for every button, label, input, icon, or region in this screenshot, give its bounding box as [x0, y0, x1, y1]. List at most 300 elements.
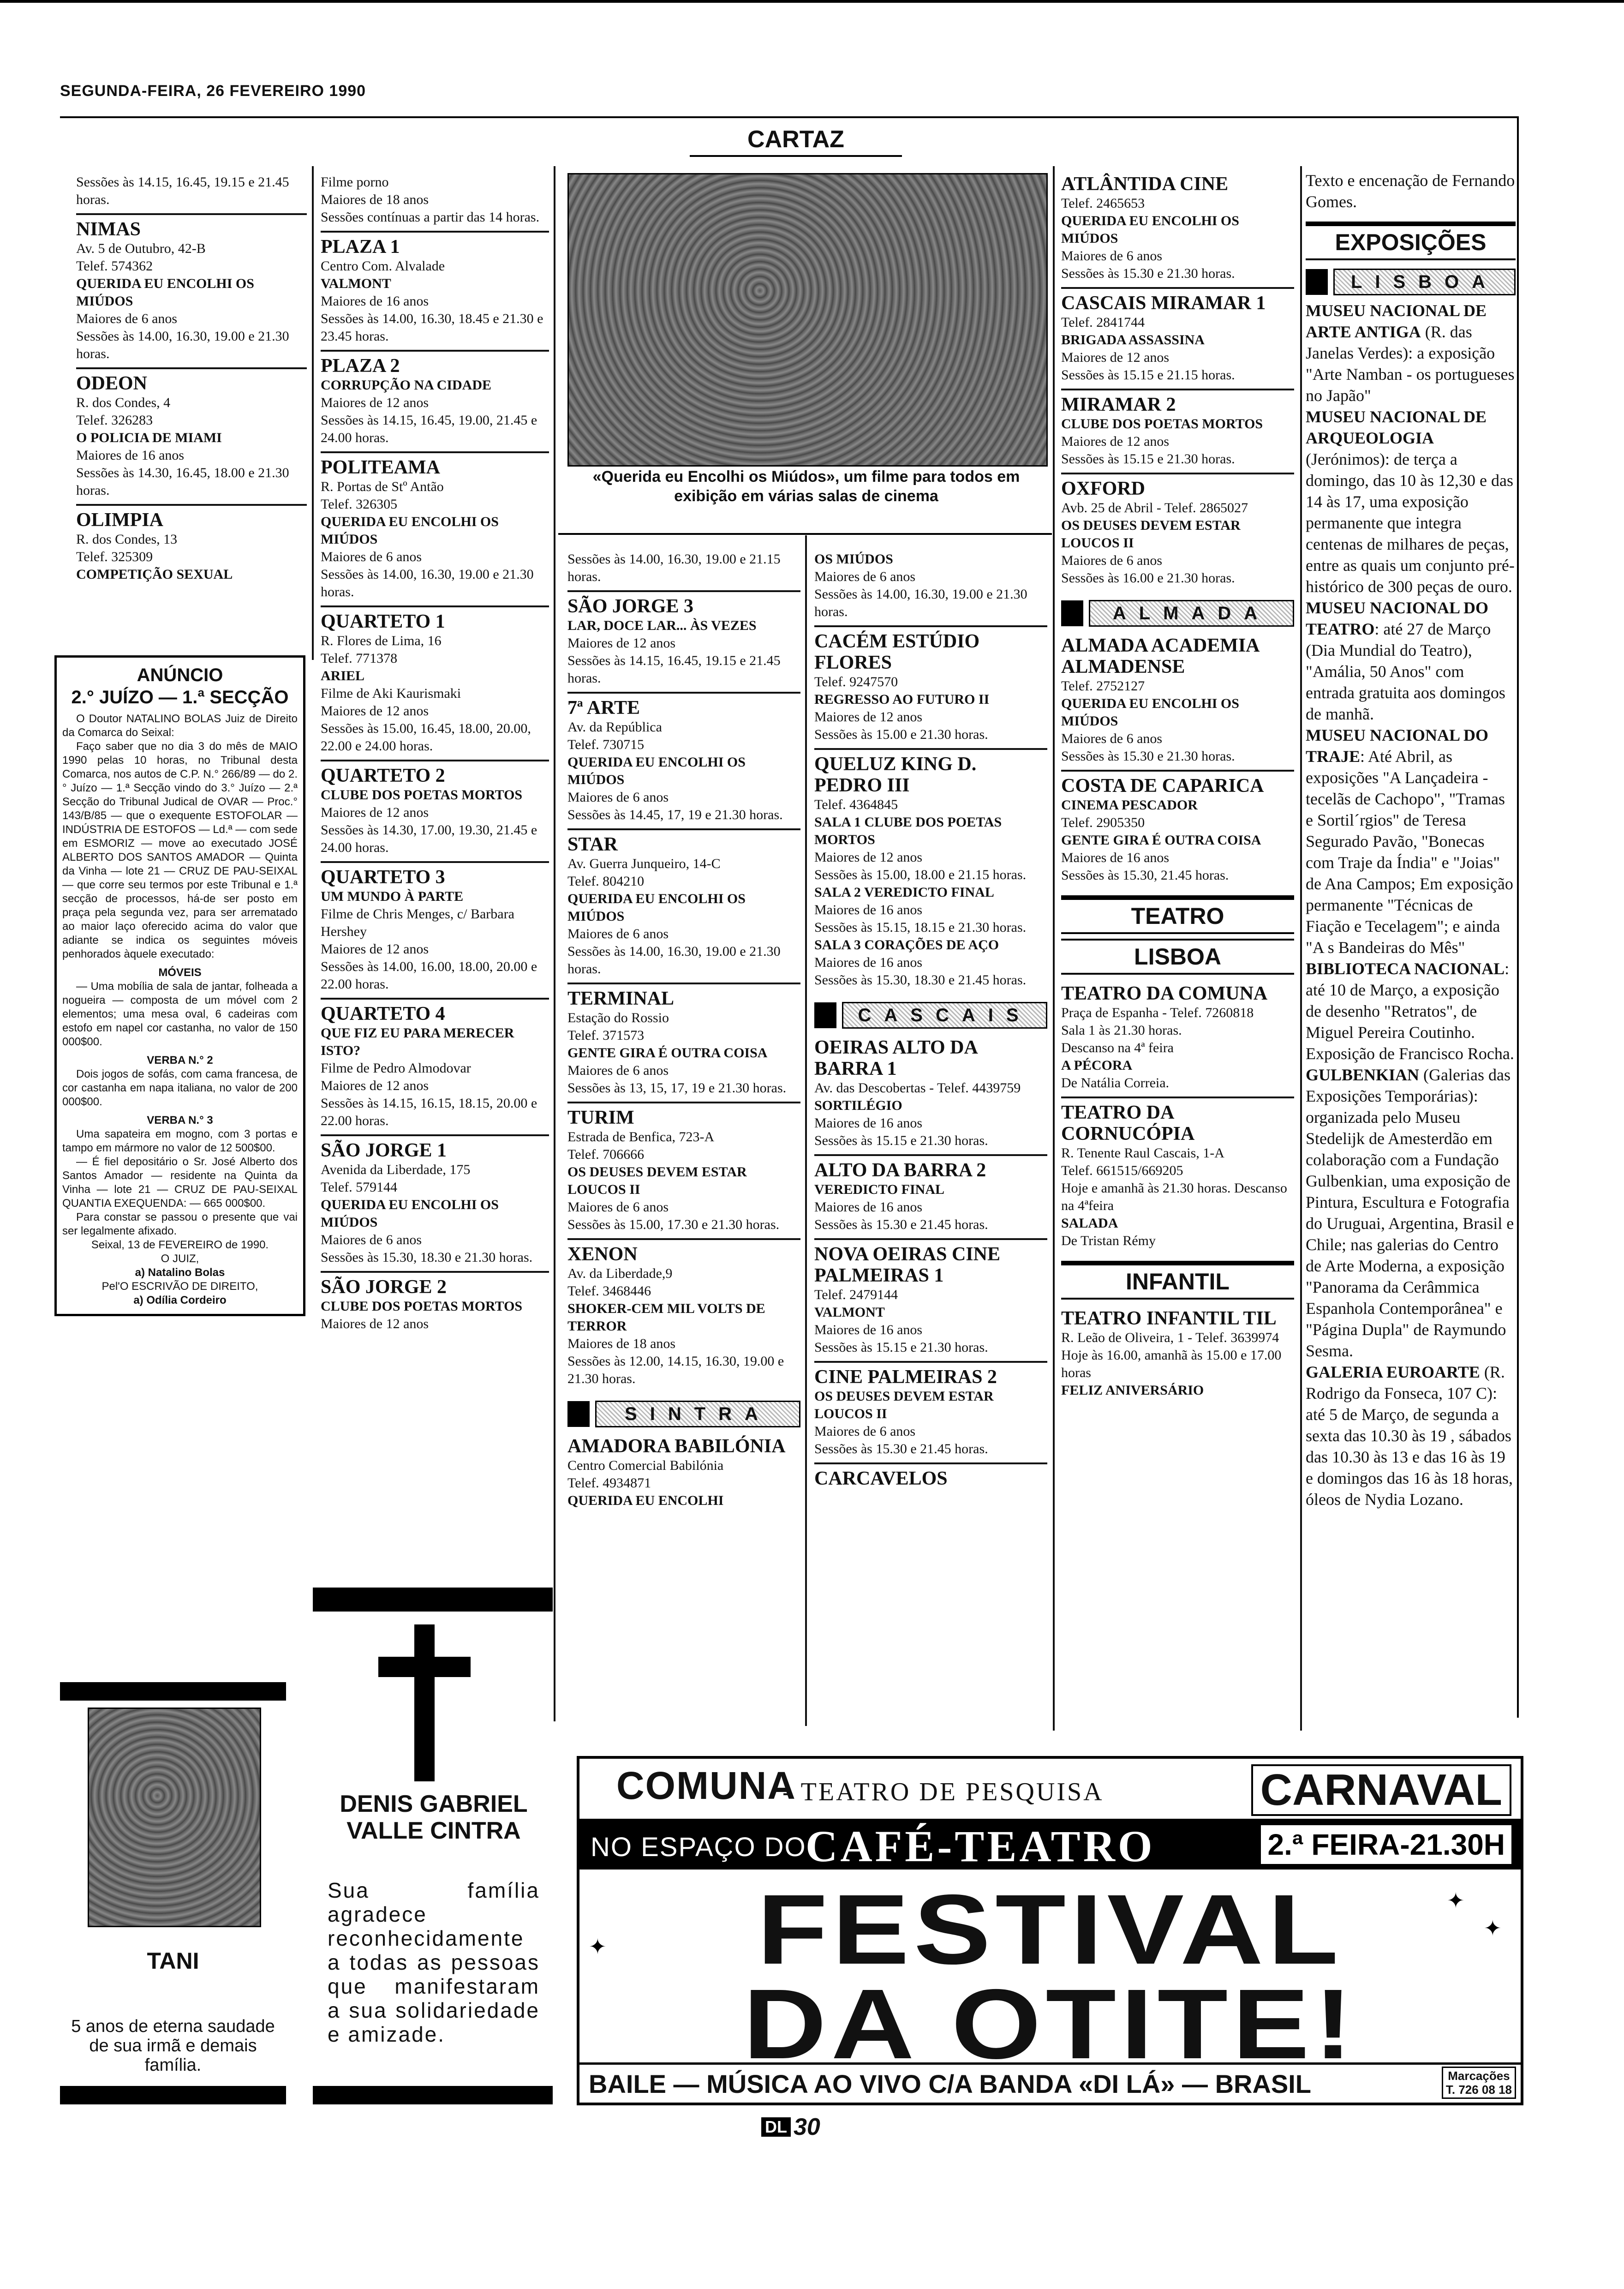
screening-info: Maiores de 6 anos [567, 1063, 669, 1078]
film-title: OS DEUSES DEVEM ESTAR LOUCOS II [1061, 518, 1241, 551]
screening-info: De Natália Correia. [1061, 1075, 1170, 1091]
venue-detail: Sessões às 14.00, 16.30, 19.00 e 21.15 horas. [567, 551, 781, 584]
notice-constar: Para constar se passou o presente que vai ser legalmente afixado. [62, 1211, 298, 1237]
screening-info: Sessões às 14.30, 17.00, 19.30, 21.45 e 24.00 horas. [321, 822, 537, 855]
venue-detail: Maiores de 18 anos [321, 192, 429, 207]
listing-entry [1061, 1098, 1294, 1254]
listing-entry [76, 170, 307, 215]
exhibition-venue: BIBLIOTECA NACIONAL [1306, 959, 1505, 978]
cinema-column-5 [1061, 170, 1294, 1404]
notice-verba3-head: VERBA N.° 3 [147, 1114, 213, 1127]
ad-cafe-teatro: CAFÉ-TEATRO [806, 1822, 1155, 1871]
listing-entry [1061, 474, 1294, 592]
exhibition-details: : Até Abril, as exposições "A Lançadeira - tecelãs de Cachopo", "Tramas e Sortil´rgios" de Teresa Segurado Pavão, "Bonecas com Traje da Índia" e "Joias" de Ana Campos; Em exposição permanente "Técnicas de Fiação e Tecelagem"; e ainda "A s Bandeiras do Mês" [1306, 747, 1513, 957]
listing-entry [321, 352, 549, 453]
screening-info: Sessões às 14.30, 16.45, 18.00 e 21.30 horas. [76, 465, 289, 498]
screening-info: Maiores de 12 anos [321, 1078, 429, 1093]
venue-name: STAR [567, 834, 618, 855]
screening-info: Sessões às 14.00, 16.30, 19.00 e 21.30 horas. [76, 329, 289, 361]
venue-name: TERMINAL [567, 988, 675, 1009]
screening-info: Sessões às 14.15, 16.45, 19.00, 21.45 e 24.00 horas. [321, 413, 537, 445]
film-title: CORRUPÇÃO NA CIDADE [321, 378, 492, 393]
listing-entry [321, 607, 549, 761]
obituary-name: DENIS GABRIEL VALLE CINTRA [340, 1791, 528, 1844]
screening-info: Maiores de 12 anos [321, 1316, 429, 1331]
column-rule [1300, 166, 1302, 1731]
screening-info: Maiores de 12 anos [321, 395, 429, 410]
venue-name: QUARTETO 4 [321, 1003, 445, 1025]
ad-black-bar [579, 1819, 1521, 1870]
venue-detail: Telef. 706666 [567, 1147, 645, 1162]
venue-name: OEIRAS ALTO DA BARRA 1 [814, 1037, 977, 1079]
ad-festival: FESTIVAL [757, 1874, 1343, 1985]
film-title: COMPETIÇÃO SEXUAL [76, 567, 233, 582]
screening-info: Sessões às 16.00 e 21.30 horas. [1061, 570, 1235, 586]
column-rule [805, 535, 807, 1726]
section-title-rule [690, 155, 902, 157]
screening-info: Sessões às 15.15 e 21.30 horas. [1061, 451, 1235, 467]
venue-name: AMADORA BABILÓNIA [567, 1436, 786, 1457]
listing-entry [567, 694, 800, 830]
page-footer [761, 2114, 863, 2140]
venue-detail: Telef. 371573 [567, 1028, 645, 1043]
screening-info: Sessões às 15.00, 16.45, 18.00, 20.00, 22.00 e 24.00 horas. [321, 721, 531, 754]
exhibition-venue: MUSEU NACIONAL DE ARQUEOLOGIA [1306, 407, 1487, 447]
venue-name: NOVA OEIRAS CINE PALMEIRAS 1 [814, 1244, 1000, 1286]
screening-info: Sessões às 12.00, 14.15, 16.30, 19.00 e 21.30 horas. [567, 1354, 784, 1386]
exhibition-details: (R. Rodrigo da Fonseca, 107 C): até 5 de Março, de segunda a sexta das 10.30 às 19 , sábados das 10.30 às 13 e das 16 às 19 e domingos das 16 às 18 horas, óleos de Nydia Lozano. [1306, 1363, 1513, 1509]
screening-info: Sessões às 15.30 e 21.45 horas. [814, 1217, 988, 1232]
venue-name: MIRAMAR 2 [1061, 394, 1176, 415]
exhibition-entry [1306, 958, 1516, 1064]
film-title: SALA 2 VEREDICTO FINAL [814, 885, 994, 900]
film-title: GENTE GIRA É OUTRA COISA [567, 1045, 768, 1061]
memorial-bottom-bar [60, 2086, 286, 2104]
screening-info: Maiores de 6 anos [1061, 553, 1163, 568]
venue-detail: Telef. 771378 [321, 651, 398, 666]
film-title: QUERIDA EU ENCOLHI OS MIÚDOS [567, 891, 746, 924]
screening-info: Maiores de 6 anos [76, 311, 178, 326]
film-title: CLUBE DOS POETAS MORTOS [1061, 416, 1263, 431]
film-title: VALMONT [321, 276, 391, 291]
listing-entry [321, 453, 549, 607]
venue-name: QUARTETO 2 [321, 765, 445, 786]
venue-detail: Av. da Liberdade,9 [567, 1266, 673, 1281]
film-title: O POLICIA DE MIAMI [76, 430, 222, 445]
listing-entry [321, 761, 549, 863]
screening-info: Maiores de 16 anos [321, 294, 429, 309]
cinema-column-1 [76, 170, 307, 588]
notice-title: ANÚNCIO [137, 665, 223, 685]
exhibitions-column [1306, 170, 1516, 1510]
frame-right-rule [1517, 116, 1519, 1718]
screening-info: Sessões às 14.15, 16.45, 19.15 e 21.45 horas. [567, 653, 781, 686]
screening-info: Sessões às 15.00 e 21.30 horas. [814, 727, 988, 742]
ad-no-espaco: NO ESPAÇO DO [591, 1832, 806, 1862]
venue-name: POLITEAMA [321, 457, 441, 478]
listing-entry [1061, 1304, 1294, 1404]
screening-info: Sessões às 15.30 e 21.45 horas. [814, 1441, 988, 1456]
notice-verba3: Uma sapateira em mogno, com 3 portas e tampo em mármore no valor de 12 500$00. [62, 1128, 298, 1154]
venue-name: SÃO JORGE 2 [321, 1276, 447, 1298]
venue-detail: Telef. 9247570 [814, 674, 898, 689]
listing-entry [321, 170, 549, 233]
film-title: FELIZ ANIVERSÁRIO [1061, 1383, 1204, 1398]
listing-entry [1061, 979, 1294, 1098]
venue-detail: Sessões contínuas a partir das 14 horas. [321, 210, 540, 225]
listing-entry [321, 863, 549, 1000]
column-rule [312, 166, 314, 660]
listing-entry [1061, 631, 1294, 772]
listing-entry [567, 1240, 800, 1392]
screening-info: Maiores de 6 anos [1061, 248, 1163, 264]
exhibition-entry [1306, 1361, 1516, 1510]
exhibition-entry [1306, 597, 1516, 725]
film-title: CINEMA PESCADOR [1061, 797, 1198, 813]
screening-info: Filme de Chris Menges, c/ Barbara Hershey [321, 906, 514, 939]
venue-detail: R. dos Condes, 4 [76, 395, 171, 410]
film-title: GENTE GIRA É OUTRA COISA [1061, 833, 1261, 848]
screening-info: Sessões às 14.00, 16.30, 19.00 e 21.30 horas. [321, 567, 534, 599]
ad-feira: 2.ª FEIRA-21.30H [1261, 1825, 1511, 1864]
screening-info: Sessões às 15.00, 18.00 e 21.15 horas. [814, 867, 1027, 882]
venue-detail: R. Leão de Oliveira, 1 - Telef. 3639974 [1061, 1330, 1279, 1345]
exhibition-venue: MUSEU NACIONAL DE ARTE ANTIGA [1306, 301, 1487, 341]
venue-name: OXFORD [1061, 478, 1145, 499]
screening-info: Maiores de 12 anos [814, 850, 923, 865]
venue-detail: Sessões às 14.15, 16.45, 19.15 e 21.45 horas. [76, 174, 289, 207]
screening-info: Sessões às 14.15, 16.15, 18.15, 20.00 e 22.00 horas. [321, 1096, 537, 1128]
venue-name: QUARTETO 3 [321, 867, 445, 888]
venue-detail: Descanso na 4ª feira [1061, 1040, 1174, 1055]
exhibition-entry [1306, 1064, 1516, 1361]
film-title: SHOKER-CEM MIL VOLTS DE TERROR [567, 1301, 765, 1334]
venue-name: CACÉM ESTÚDIO FLORES [814, 631, 980, 673]
screening-info: Maiores de 6 anos [814, 1424, 916, 1439]
page-number: 30 [794, 2114, 820, 2140]
listing-entry [1061, 772, 1294, 889]
venue-detail: Telef. 730715 [567, 737, 645, 752]
film-title: CLUBE DOS POETAS MORTOS [321, 787, 523, 803]
listing-entry [76, 506, 307, 588]
infantil-heading: INFANTIL [1061, 1261, 1294, 1300]
screening-info: Maiores de 12 anos [321, 941, 429, 957]
film-title: QUERIDA EU ENCOLHI OS MIÚDOS [1061, 213, 1239, 246]
listing-entry [567, 830, 800, 984]
listing-entry [76, 215, 307, 369]
column-rule [1053, 166, 1055, 1731]
listing-entry [567, 547, 800, 592]
film-title: QUERIDA EU ENCOLHI OS MIÚDOS [76, 276, 254, 309]
screening-info: Sessões às 14.00, 16.30, 18.45 e 21.30 e 23.45 horas. [321, 311, 543, 344]
exhibition-entry [1306, 406, 1516, 597]
ad-baile: BAILE — MÚSICA AO VIVO C/A BANDA «DI LÁ» — BRASIL [589, 2069, 1312, 2098]
screening-info: Maiores de 6 anos [814, 569, 916, 584]
screening-info: Sessões às 15.15 e 21.30 horas. [814, 1133, 988, 1148]
listing-entry [814, 1033, 1047, 1156]
region-cascais: CASCAIS [814, 1002, 1047, 1029]
film-photo [567, 173, 1048, 467]
court-notice [54, 655, 305, 1316]
exhibition-venue: MUSEU NACIONAL DO TEATRO [1306, 599, 1489, 638]
region-sintra: SINTRA [567, 1401, 800, 1427]
screening-info: Sessões às 15.30, 18.30 e 21.45 horas. [814, 972, 1027, 988]
film-title: QUERIDA EU ENCOLHI OS MIÚDOS [567, 755, 746, 787]
venue-name: QUELUZ KING D. PEDRO III [814, 754, 977, 796]
exhibition-venue: GALERIA EUROARTE [1306, 1363, 1480, 1381]
section-title: CARTAZ [747, 126, 844, 153]
exhibition-details: (Galerias das Exposições Temporárias): organizada pelo Museu Stedelijk de Amesterdão em colaboração com a Fundação Gulbenkian, uma exposição de Pintura, Escultura e Fotografia do Uruguai, Argentina, Brasil e Chile; nas galerias do Centro de Arte Moderna, a exposição "Panorama da Cerâmmica Espanhola Contemporânea" e "Página Dupla" de Raymundo Sesma. [1306, 1066, 1514, 1360]
obituary-top-bar [313, 1588, 553, 1612]
top-rule [0, 0, 1624, 3]
screening-info: Sessões às 14.00, 16.30, 19.00 e 21.30 horas. [814, 587, 1027, 619]
venue-detail: Telef. 804210 [567, 874, 645, 889]
film-title: SALA 3 CORAÇÕES DE AÇO [814, 937, 999, 953]
notice-place: Seixal, 13 de FEVEREIRO de 1990. [91, 1239, 269, 1251]
venue-name: ALTO DA BARRA 2 [814, 1160, 986, 1181]
screening-info: Maiores de 18 anos [567, 1336, 676, 1351]
notice-subtitle: 2.° JUÍZO — 1.ª SECÇÃO [71, 687, 289, 707]
venue-detail: Telef. 2841744 [1061, 315, 1145, 330]
film-title: OS MIÚDOS [814, 551, 893, 567]
venue-detail: Av. da República [567, 719, 662, 735]
cinema-column-3 [567, 547, 800, 1514]
venue-name: CASCAIS MIRAMAR 1 [1061, 293, 1266, 314]
venue-detail: Telef. 2479144 [814, 1287, 898, 1302]
screening-info: Maiores de 12 anos [321, 805, 429, 820]
photo-rule [558, 533, 1052, 535]
screening-info: Sessões às 15.15, 18.15 e 21.30 horas. [814, 920, 1027, 935]
screening-info: Sessões às 14.45, 17, 19 e 21.30 horas. [567, 807, 783, 822]
screening-info: Maiores de 16 anos [814, 1322, 923, 1337]
screening-info: Maiores de 12 anos [1061, 434, 1170, 449]
venue-detail: R. Tenente Raul Cascais, 1-A [1061, 1145, 1224, 1161]
venue-detail: Av. Guerra Junqueiro, 14-C [567, 856, 721, 871]
film-title: QUERIDA EU ENCOLHI OS MIÚDOS [1061, 696, 1239, 729]
notice-intro: O Doutor NATALINO BOLAS Juiz de Direito da Comarca do Seixal: [62, 713, 298, 739]
notice-moveis-head: MÓVEIS [158, 966, 202, 979]
film-title: ARIEL [321, 668, 365, 683]
venue-name: OLIMPIA [76, 509, 163, 531]
film-title: VALMONT [814, 1305, 885, 1320]
screening-info: Filme de Pedro Almodovar [321, 1061, 471, 1076]
listing-entry [321, 233, 549, 352]
screening-info: Maiores de 6 anos [1061, 731, 1163, 746]
film-title: LAR, DOCE LAR... ÀS VEZES [567, 618, 757, 633]
screening-info: Sessões às 15.15 e 21.15 horas. [1061, 367, 1235, 383]
listing-entry [1061, 289, 1294, 390]
venue-name: CINE PALMEIRAS 2 [814, 1366, 997, 1388]
exhibition-details: : até 10 de Março, a exposição de desenho "Retratos", de Miguel Pereira Coutinho. Exposição de Francisco Rocha. [1306, 959, 1514, 1063]
frame-top-rule [60, 116, 1518, 118]
screening-info: De Tristan Rémy [1061, 1233, 1156, 1248]
film-title: SORTILÉGIO [814, 1098, 902, 1113]
cinema-column-4 [814, 547, 1047, 1494]
screening-info: Maiores de 16 anos [76, 448, 185, 463]
screening-info: Sessões às 15.30, 18.30 e 21.30 horas. [321, 1250, 533, 1265]
venue-name: ODEON [76, 373, 148, 394]
venue-name: COSTA DE CAPARICA [1061, 775, 1264, 797]
exhibition-venue: MUSEU NACIONAL DO TRAJE [1306, 726, 1489, 766]
venue-name: CARCAVELOS [814, 1468, 948, 1489]
screening-info: Sessões às 13, 15, 17, 19 e 21.30 horas. [567, 1080, 787, 1096]
venue-name: ALMADA ACADEMIA ALMADENSE [1061, 635, 1259, 677]
listing-entry [567, 984, 800, 1103]
screening-info: Sessões às 15.30 e 21.30 horas. [1061, 749, 1235, 764]
venue-name: 7ª ARTE [567, 697, 640, 719]
screening-info: Sessões às 15.15 e 21.30 horas. [814, 1340, 988, 1355]
venue-detail: Telef. 4364845 [814, 797, 898, 812]
venue-name: TEATRO DA COMUNA [1061, 983, 1268, 1004]
venue-name: TEATRO INFANTIL TIL [1061, 1308, 1277, 1329]
screening-info: Maiores de 16 anos [1061, 850, 1170, 865]
venue-detail: Avenida da Liberdade, 175 [321, 1162, 471, 1177]
screening-info: Maiores de 12 anos [814, 709, 923, 725]
venue-detail: R. Portas de Stº Antão [321, 479, 444, 494]
ad-teatro-pesquisa: - TEATRO DE PESQUISA [782, 1778, 1104, 1806]
venue-detail: Centro Comercial Babilónia [567, 1458, 724, 1473]
star-icon: ✦ [589, 1935, 607, 1959]
obituary-bottom-bar [313, 2086, 553, 2104]
venue-name: PLAZA 1 [321, 236, 400, 258]
photo-caption: «Querida eu Encolhi os Miúdos», um filme para todos em exibição em várias salas de cinema [592, 468, 1020, 505]
col6-intro: Texto e encenação de Fernando Gomes. [1306, 171, 1515, 211]
venue-name: NIMAS [76, 219, 141, 240]
listing-entry [814, 547, 1047, 627]
ad-marcacoes [1442, 2067, 1516, 2099]
film-title: VEREDICTO FINAL [814, 1182, 944, 1197]
screening-info: Filme de Aki Kaurismaki [321, 686, 461, 701]
screening-info: Maiores de 6 anos [567, 1199, 669, 1215]
venue-detail: R. dos Condes, 13 [76, 532, 178, 547]
region-almada: ALMADA [1061, 600, 1294, 627]
notice-signature-2: a) Odília Cordeiro [133, 1294, 227, 1306]
venue-detail: Praça de Espanha - Telef. 7260818 [1061, 1005, 1254, 1020]
notice-escrivao: Pel'O ESCRIVÃO DE DIREITO, [102, 1280, 258, 1293]
notice-fiel: — É fiel depositário o Sr. José Alberto dos Santos Amador — residente na Quinta da Vinha — lote 21 — CRUZ DE PAU-SEIXAL QUANTIA EXEQUENDA: — 665 000$00. [62, 1156, 298, 1210]
notice-verba2: Dois jogos de sofás, com cama francesa, de cor castanha em napa italiana, no valor de 200 000$00. [62, 1068, 298, 1108]
venue-detail: Telef. 579144 [321, 1180, 398, 1195]
venue-detail: Telef. 574362 [76, 258, 153, 274]
venue-name: QUARTETO 1 [321, 611, 445, 632]
listing-entry [1061, 170, 1294, 289]
film-title: CLUBE DOS POETAS MORTOS [321, 1299, 523, 1314]
film-title: OS DEUSES DEVEM ESTAR LOUCOS II [814, 1389, 994, 1421]
venue-name: TEATRO DA CORNUCÓPIA [1061, 1102, 1195, 1144]
screening-info: Sessões às 14.00, 16.00, 18.00, 20.00 e 22.00 horas. [321, 959, 537, 992]
page-logo: DL [761, 2117, 791, 2137]
listing-entry [1061, 390, 1294, 474]
date-line: SEGUNDA-FEIRA, 26 FEVEREIRO 1990 [60, 82, 366, 100]
film-title: SALADA [1061, 1216, 1118, 1231]
venue-detail: Avb. 25 de Abril - Telef. 2865027 [1061, 500, 1248, 515]
venue-name: SÃO JORGE 3 [567, 596, 694, 617]
notice-moveis: — Uma mobília de sala de jantar, folheada a nogueira — composta de um móvel com 2 elementos; uma mesa oval, 6 cadeiras com estofo em napel cor castanha, no valor de 150 000$00. [62, 980, 298, 1048]
screening-info: Maiores de 12 anos [321, 703, 429, 719]
screening-info: Sessões às 15.30, 21.45 horas. [1061, 868, 1229, 883]
notice-juiz: O JUIZ, [161, 1252, 199, 1265]
film-title: SALA 1 CLUBE DOS POETAS MORTOS [814, 815, 1002, 847]
teatro-heading: TEATRO [1061, 895, 1294, 934]
film-title: QUERIDA EU ENCOLHI OS MIÚDOS [321, 1197, 499, 1230]
memorial-name: TANI [147, 1948, 199, 1974]
screening-info: Sessões às 14.00, 16.30, 19.00 e 21.30 horas. [567, 944, 781, 977]
listing-entry [814, 750, 1047, 994]
screening-info: Maiores de 16 anos [814, 955, 923, 970]
ad-footer [579, 2062, 1521, 2103]
screening-info: Maiores de 6 anos [567, 790, 669, 805]
screening-info: Maiores de 6 anos [321, 549, 422, 564]
memorial-text: 5 anos de eterna saudade de sua irmã e demais família. [71, 2017, 275, 2075]
film-title: BRIGADA ASSASSINA [1061, 332, 1205, 348]
screening-info: Maiores de 16 anos [814, 902, 923, 917]
listing-entry [814, 1464, 1047, 1494]
star-icon: ✦ [1447, 1889, 1465, 1912]
venue-detail: Centro Com. Alvalade [321, 258, 445, 274]
venue-detail: Telef. 3468446 [567, 1283, 651, 1299]
exposicoes-heading: EXPOSIÇÕES [1306, 222, 1516, 260]
exhibition-details: (Jerónimos): de terça a domingo, das 10 às 12,30 e das 14 às 17, uma exposição permanente que integra centenas de milhares de peças, entre as quais um conjunto pré-histórico de 300 peças de ouro. [1306, 450, 1515, 596]
venue-detail: Hoje e amanhã às 21.30 horas. Descanso na 4ªfeira [1061, 1180, 1287, 1213]
venue-detail: Hoje às 16.00, amanhã às 15.00 e 17.00 horas [1061, 1348, 1282, 1380]
exhibition-details: : até 27 de Março (Dia Mundial do Teatro), "Amália, 50 Anos" com entrada gratuita aos domingos de manhã. [1306, 620, 1505, 723]
listing-entry [321, 1000, 549, 1136]
venue-detail: Telef. 4934871 [567, 1475, 651, 1491]
venue-detail: Av. 5 de Outubro, 42-B [76, 241, 206, 256]
screening-info: Maiores de 12 anos [1061, 350, 1170, 365]
ad-da-otite: DA OTITE! [743, 1968, 1357, 2079]
cross-icon [369, 1624, 480, 1781]
memorial-top-bar [60, 1682, 286, 1701]
venue-name: XENON [567, 1244, 638, 1265]
venue-detail: Telef. 661515/669205 [1061, 1163, 1183, 1178]
venue-detail: Telef. 325309 [76, 549, 153, 564]
notice-verba2-head: VERBA N.° 2 [147, 1054, 213, 1067]
venue-detail: Av. das Descobertas - Telef. 4439759 [814, 1080, 1021, 1096]
notice-signature-1: a) Natalino Bolas [135, 1266, 225, 1279]
venue-detail: Telef. 2752127 [1061, 678, 1145, 694]
screening-info: Sessões às 15.00, 17.30 e 21.30 horas. [567, 1217, 780, 1232]
listing-entry [76, 369, 307, 506]
screening-info: Maiores de 16 anos [814, 1115, 923, 1131]
ad-comuna: COMUNA [616, 1764, 796, 1807]
film-title: QUERIDA EU ENCOLHI [567, 1493, 724, 1508]
exhibition-entry [1306, 300, 1516, 406]
obituary-text: Sua família agradece reconhecidamente a todas as pessoas que manifestaram a sua solidariedade e amizade. [328, 1878, 540, 2046]
venue-name: TURIM [567, 1107, 634, 1128]
exhibition-entry [1306, 725, 1516, 958]
screening-info: Maiores de 12 anos [567, 635, 676, 651]
screening-info: Maiores de 6 anos [567, 926, 669, 941]
listing-entry [567, 1103, 800, 1240]
region-lisboa: LISBOA [1306, 269, 1516, 295]
venue-name: ATLÂNTIDA CINE [1061, 174, 1229, 195]
film-title: A PÉCORA [1061, 1058, 1133, 1073]
venue-name: PLAZA 2 [321, 355, 400, 377]
film-title: UM MUNDO À PARTE [321, 889, 464, 904]
listing-entry [814, 1240, 1047, 1363]
teatro-subheading: LISBOA [1061, 939, 1294, 975]
venue-detail: R. Flores de Lima, 16 [321, 633, 442, 648]
film-title: OS DEUSES DEVEM ESTAR LOUCOS II [567, 1164, 747, 1197]
venue-detail: Estrada de Benfica, 723-A [567, 1129, 715, 1144]
listing-entry [321, 1136, 549, 1273]
venue-detail: Telef. 326305 [321, 497, 398, 512]
venue-detail: Sala 1 às 21.30 horas. [1061, 1023, 1182, 1038]
notice-body: Faço saber que no dia 3 do mês de MAIO 1990 pelas 10 horas, no Tribunal desta Comarca, nos autos de C.P. N.° 266/89 — do 2.° Juízo — 1.ª Secção vindo do 3.° Juízo — 2.ª Secção do Tribunal Judical de OVAR — Proc.° 143/B/85 — que o exequente ESTOFOLAR — INDÚSTRIA DE ESTOFOS — Ld.ª — com sede em ESMORIZ — move ao executado JOSÉ ALBERTO DOS SANTOS AMADOR — Quinta da Vinha — lote 21 — CRUZ DE PAU-SEIXAL — que corre seu termos por este Tribunal e 1.ª secção de processos, há-de ser posto em praça pela segunda vez, para ser arrematado ao maior laço oferecido acima do valor que adiante se indica os seguintes móveis penhorados àquele executado: [62, 740, 298, 960]
screening-info: Maiores de 6 anos [321, 1232, 422, 1247]
screening-info: Sessões às 15.30 e 21.30 horas. [1061, 266, 1235, 281]
